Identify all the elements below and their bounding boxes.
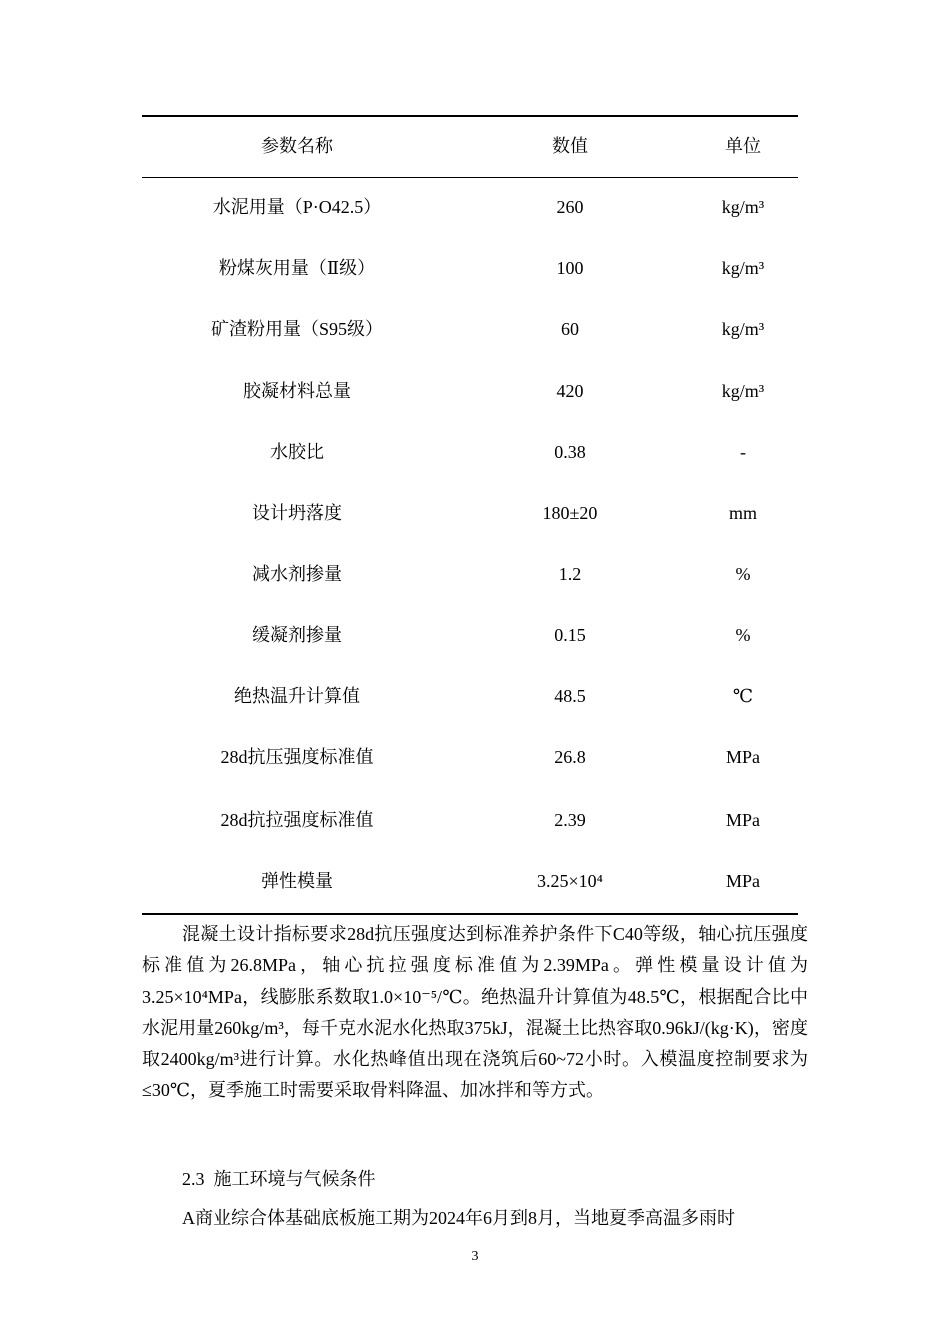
cell-unit: MPa [725, 810, 760, 830]
cell-value: 260 [556, 197, 584, 217]
cell-value: 0.38 [554, 442, 586, 462]
body-paragraph-continued: A商业综合体基础底板施工期为2024年6月到8月，当地夏季高温多雨时 [182, 1208, 735, 1228]
cell-param-name: 水泥用量（P·O42.5） [212, 197, 382, 217]
cell-value: 0.15 [554, 625, 586, 645]
cell-param-name: 缓凝剂掺量 [252, 625, 342, 645]
cell-value: 3.25×10⁴ [537, 871, 603, 891]
page-number: 3 [471, 1249, 479, 1264]
cell-unit: kg/m³ [721, 197, 765, 217]
cell-unit: % [735, 564, 751, 584]
cell-value: 60 [561, 319, 579, 339]
table-row [142, 253, 798, 283]
cell-value: 26.8 [554, 747, 586, 767]
cell-value: 180±20 [542, 503, 598, 523]
body-paragraph [142, 919, 808, 1107]
header-value: 数值 [552, 136, 588, 156]
cell-unit: kg/m³ [721, 381, 765, 401]
table-row [142, 866, 798, 896]
cell-value: 100 [556, 258, 584, 278]
paragraph-text: 混凝土设计指标要求28d抗压强度达到标准养护条件下C40等级，轴心抗压强度标准值为26.8MPa，轴心抗拉强度标准值为2.39MPa。弹性模量设计值为3.25×10⁴MPa，线膨胀系数取1.0×10⁻⁵/℃。绝热温升计算值为48.5℃，根据配合比中水泥用量260kg/m³，每千克水泥水化热取375kJ，混凝土比热容取0.96kJ/(kg·K)，密度取2400kg/m³进行计算。水化热峰值出现在浇筑后60~72小时。入模温度控制要求为≤30℃，夏季施工时需要采取骨料降温、加冰拌和等方式。 [142, 924, 808, 1101]
cell-param-name: 粉煤灰用量（Ⅱ级） [218, 258, 376, 278]
header-param-name: 参数名称 [261, 136, 333, 156]
table-row [142, 498, 798, 528]
table-row [142, 742, 798, 772]
table-header-rule [142, 177, 798, 178]
section-number: 2.3 [182, 1169, 205, 1189]
cell-param-name: 胶凝材料总量 [243, 381, 351, 401]
cell-unit: kg/m³ [721, 319, 765, 339]
cell-param-name: 弹性模量 [261, 871, 333, 891]
table-row [142, 376, 798, 406]
table-row [142, 314, 798, 344]
cell-unit: MPa [725, 747, 760, 767]
header-unit: 单位 [725, 136, 761, 156]
cell-param-name: 水胶比 [270, 442, 324, 462]
cell-param-name: 矿渣粉用量（S95级） [210, 319, 383, 339]
table-row [142, 620, 798, 650]
cell-value: 48.5 [554, 686, 586, 706]
cell-unit: - [740, 442, 746, 462]
cell-value: 420 [556, 381, 584, 401]
section-heading [182, 1164, 376, 1194]
table-row [142, 805, 798, 835]
table-row [142, 559, 798, 589]
cell-value: 2.39 [554, 810, 586, 830]
cell-unit: ℃ [732, 686, 754, 706]
table-row [142, 681, 798, 711]
cell-param-name: 减水剂掺量 [252, 564, 342, 584]
cell-param-name: 设计坍落度 [252, 503, 342, 523]
cell-param-name: 绝热温升计算值 [234, 686, 360, 706]
cell-unit: kg/m³ [721, 258, 765, 278]
table-bottom-rule [142, 913, 798, 915]
table-top-rule [142, 115, 798, 117]
cell-param-name: 28d抗压强度标准值 [220, 747, 374, 767]
table-header-row [142, 131, 798, 161]
table-row [142, 437, 798, 467]
cell-unit: mm [728, 503, 757, 523]
cell-param-name: 28d抗拉强度标准值 [220, 810, 374, 830]
table-row [142, 192, 798, 222]
cell-unit: % [735, 625, 751, 645]
cell-unit: MPa [725, 871, 760, 891]
section-title: 施工环境与气候条件 [213, 1169, 376, 1189]
cell-value: 1.2 [558, 564, 582, 584]
